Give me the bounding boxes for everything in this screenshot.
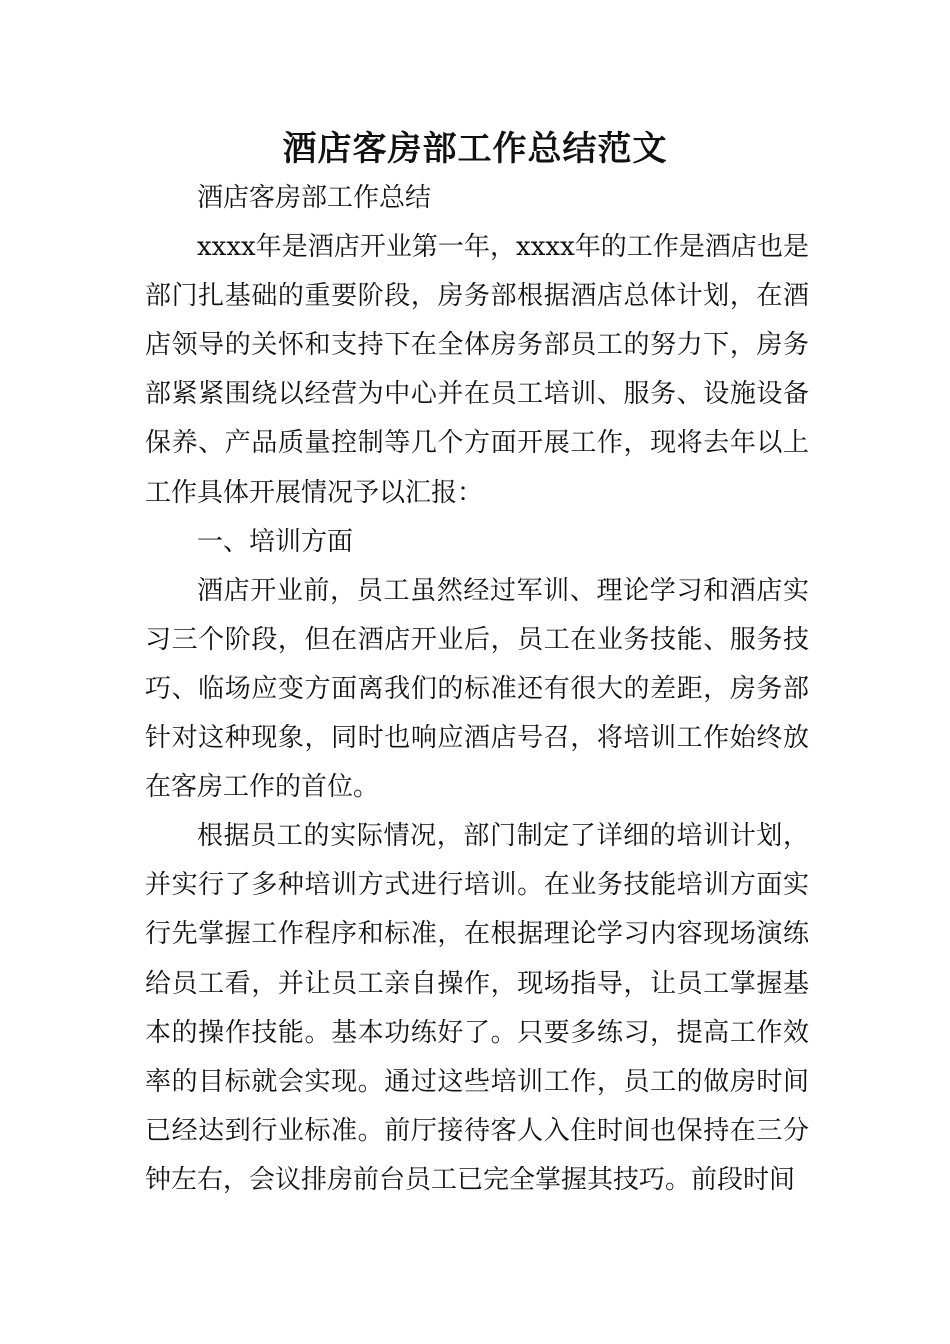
document-body [145,174,809,1205]
training-paragraph-2: 根据员工的实际情况，部门制定了详细的培训计划，并实行了多种培训方式进行培训。在业务技能培训方面实行先掌握工作程序和标准，在根据理论学习内容现场演练给员工看，并让员工亲自操作，现场指导，让员工掌握基本的操作技能。基本功练好了。只要多练习，提高工作效率的目标就会实现。通过这些培训工作，员工的做房时间已经达到行业标准。前厅接待客人入住时间也保持在三分钟左右，会议排房前台员工已完全掌握其技巧。前段时间 [145,821,809,1195]
training-paragraph-1: 酒店开业前，员工虽然经过军训、理论学习和酒店实习三个阶段，但在酒店开业后，员工在业务技能、服务技巧、临场应变方面离我们的标准还有很大的差距，房务部针对这种现象，同时也响应酒店号召，将培训工作始终放在客房工作的首位。 [145,575,809,803]
section-heading-training: 一、培训方面 [197,526,354,557]
intro-paragraph: xxxx年是酒店开业第一年，xxxx年的工作是酒店也是部门扎基础的重要阶段，房务部根据酒店总体计划，在酒店领导的关怀和支持下在全体房务部员工的努力下，房务部紧紧围绕以经营为中心并在员工培训、服务、设施设备保养、产品质量控制等几个方面开展工作，现将去年以上工作具体开展情况予以汇报： [145,232,809,508]
subtitle-paragraph: 酒店客房部工作总结 [197,183,432,213]
document-title: 酒店客房部工作总结范文 [282,129,668,169]
